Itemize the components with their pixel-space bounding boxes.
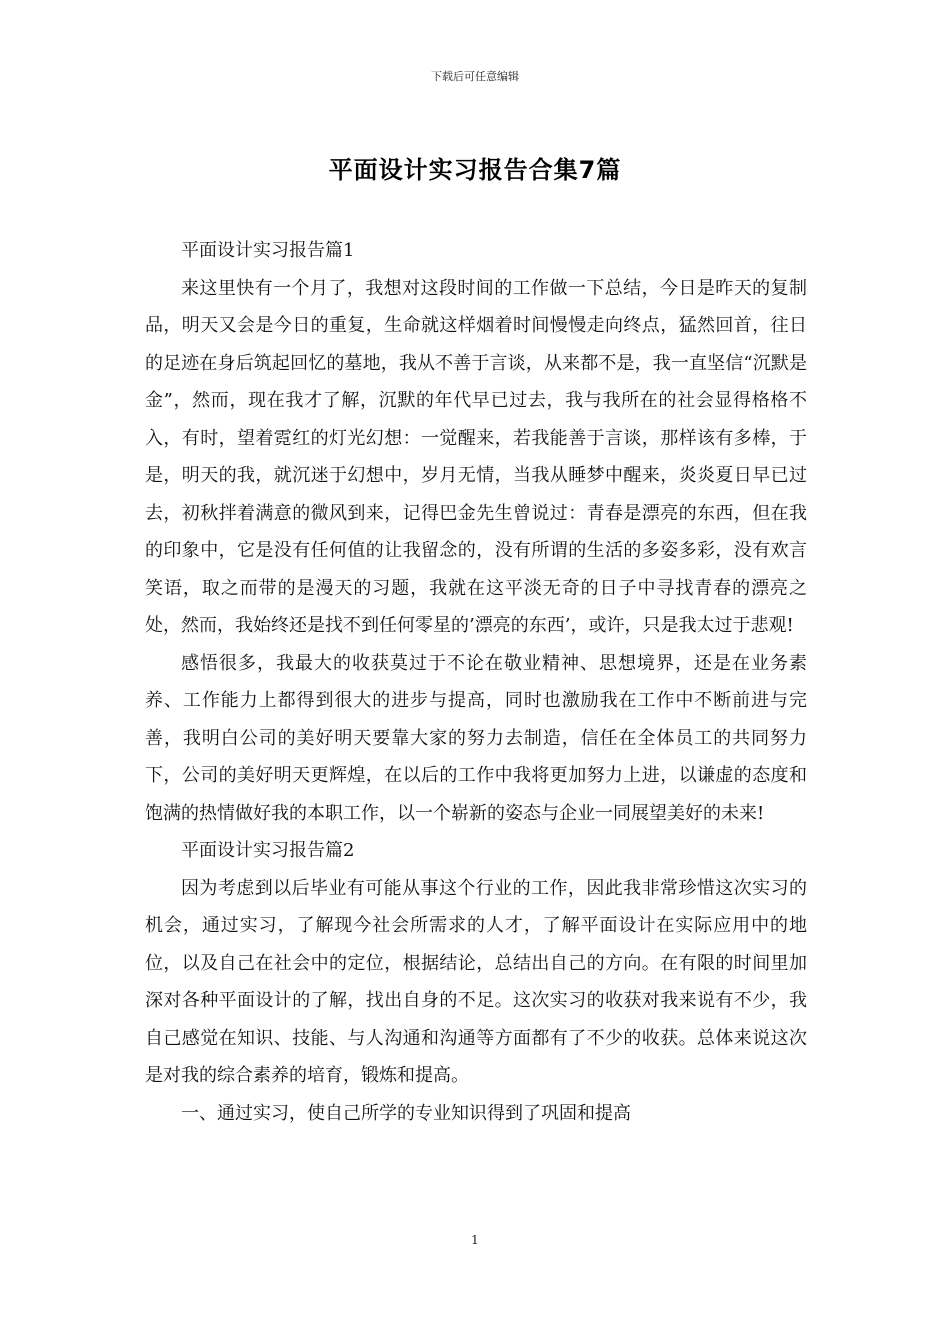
page-number: 1 xyxy=(471,1233,479,1247)
document-title: 平面设计实习报告合集7篇 xyxy=(328,156,622,184)
subsection-heading: 一、通过实习，使自己所学的专业知识得到了巩固和提高 xyxy=(181,1102,631,1124)
section-heading-2: 平面设计实习报告篇2 xyxy=(181,840,355,861)
header-note: 下载后可任意编辑 xyxy=(431,70,519,83)
paragraph: 感悟很多，我最大的收获莫过于不论在敬业精神、思想境界，还是在业务素养、工作能力上都得到很大的进步与提高，同时也激励我在工作中不断前进与完善，我明白公司的美好明天要靠大家的努力去制造，信任在全体员工的共同努力下，公司的美好明天更辉煌，在以后的工作中我将更加努力上进，以谦虚的态度和饱满的热情做好我的本职工作，以一个崭新的姿态与企业一同展望美好的未来! xyxy=(145,652,807,824)
section-heading-1: 平面设计实习报告篇1 xyxy=(181,240,355,261)
document-body xyxy=(145,232,807,1132)
paragraph: 因为考虑到以后毕业有可能从事这个行业的工作，因此我非常珍惜这次实习的机会，通过实习，了解现今社会所需求的人才，了解平面设计在实际应用中的地位，以及自己在社会中的定位，根据结论，总结出自己的方向。在有限的时间里加深对各种平面设计的了解，找出自身的不足。这次实习的收获对我来说有不少，我自己感觉在知识、技能、与人沟通和沟通等方面都有了不少的收获。总体来说这次是对我的综合素养的培育，锻炼和提高。 xyxy=(145,877,807,1086)
paragraph: 来这里快有一个月了，我想对这段时间的工作做一下总结，今日是昨天的复制品，明天又会是今日的重复，生命就这样烟着时间慢慢走向终点，猛然回首，往日的足迹在身后筑起回忆的墓地，我从不善于言谈，从来都不是，我一直坚信“沉默是金”，然而，现在我才了解，沉默的年代早已过去，我与我所在的社会显得格格不入，有时，望着霓红的灯光幻想：一觉醒来，若我能善于言谈，那样该有多棒，于是，明天的我，就沉迷于幻想中，岁月无情，当我从睡梦中醒来，炎炎夏日早已过去，初秋拌着满意的微风到来，记得巴金先生曾说过：青春是漂亮的东西，但在我的印象中，它是没有任何值的让我留念的，没有所谓的生活的多姿多彩，没有欢言笑语，取之而带的是漫天的习题，我就在这平淡无奇的日子中寻找青春的漂亮之处，然而，我始终还是找不到任何零星的’漂亮的东西’，或许，只是我太过于悲观! xyxy=(145,277,807,636)
